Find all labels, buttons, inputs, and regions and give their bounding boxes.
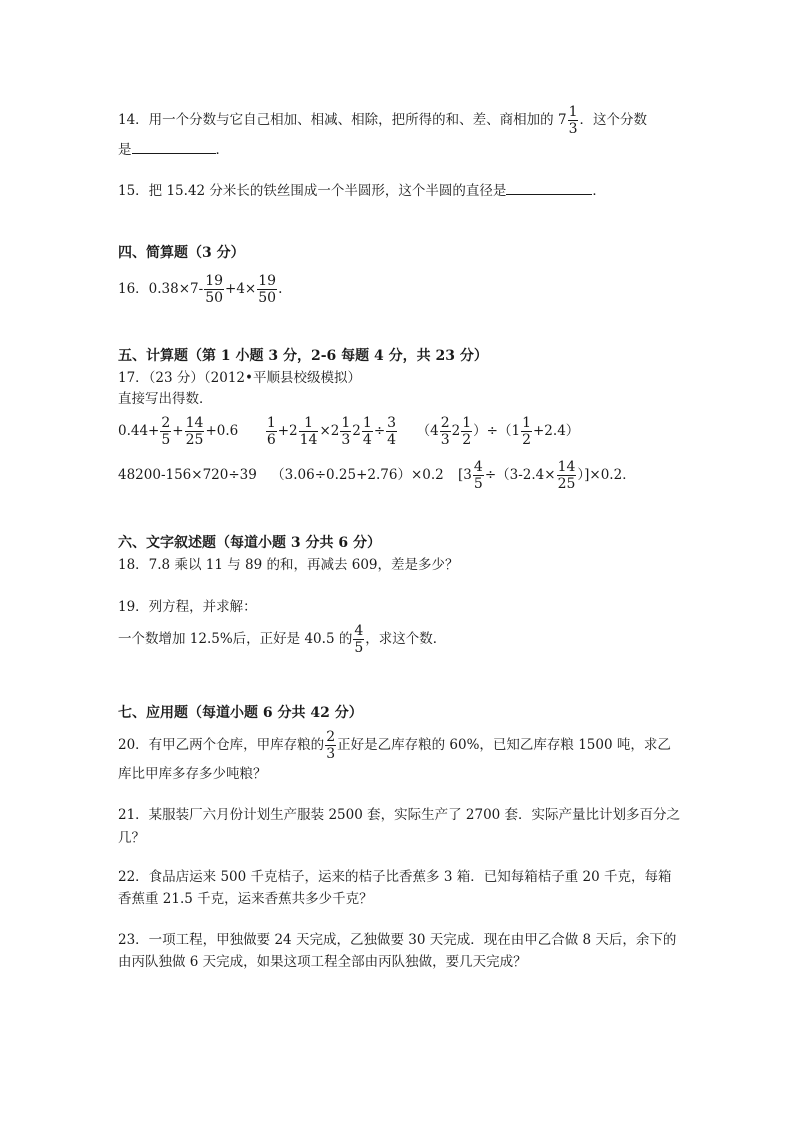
q16-fraction-2: $\frac{19}{50}$ xyxy=(258,273,277,306)
q21-line1: 21．某服装厂六月份计划生产服装 2500 套，实际生产了 2700 套．实际产量比计划多百分之 xyxy=(118,807,681,823)
expr-4: 48200-156×720÷39 xyxy=(118,467,257,483)
q20-fraction: $\frac{2}{3}$ xyxy=(326,729,336,762)
section-heading-4: 四、简算题（3 分） xyxy=(118,245,245,261)
q16-fraction-1: $\frac{19}{50}$ xyxy=(205,273,224,306)
q16: 16．0.38×7- $\frac{19}{50}$ +4× $\frac{19}{50}$ . xyxy=(118,273,283,306)
section-heading-5: 五、计算题（第 1 小题 3 分，2-6 每题 4 分，共 23 分） xyxy=(118,348,488,364)
q23-line1: 23．一项工程，甲独做要 24 天完成，乙独做要 30 天完成．现在由甲乙合做 8 天后，余下的 xyxy=(118,932,677,948)
q23-line2: 由丙队独做 6 天完成，如果这项工程全部由丙队独做，要几天完成？ xyxy=(118,954,527,970)
q14-tail: ．这个分数 xyxy=(579,112,647,128)
answer-blank[interactable] xyxy=(132,141,216,154)
q17-row-1 xyxy=(118,416,579,447)
q18: 18．7.8 乘以 11 与 89 的和，再减去 609，差是多少？ xyxy=(118,557,459,573)
expr-6: [3 $\frac{4}{5}$ ÷（3-2.4× $\frac{14}{25}$ ）]×0.2． xyxy=(458,459,636,492)
q17-title: 17．（23 分）（2012•平顺县校级模拟） xyxy=(118,370,361,386)
q22-line1: 22．食品店运来 500 千克桔子，运来的桔子比香蕉多 3 箱．已知每箱桔子重 20 千克，每箱 xyxy=(118,869,672,885)
expr-1: 0.44+ $\frac{2}{5}$ + $\frac{14}{25}$ +0.6 xyxy=(118,415,239,448)
expr-3: （4 $\frac{2}{3}$ 2 $\frac{1}{2}$ ）÷（1 $\frac{1}{2}$ +2.4） xyxy=(416,415,580,448)
answer-blank[interactable] xyxy=(506,182,592,195)
q14-fraction: $\frac{1}{3}$ xyxy=(568,104,578,137)
q17-row-2 xyxy=(118,460,636,491)
q15: 15．把 15.42 分米长的铁丝围成一个半圆形，这个半圆的直径是 ． xyxy=(118,183,606,199)
expr-5: （3.06÷0.25+2.76）×0.2 xyxy=(271,467,444,483)
q14-line1 xyxy=(118,105,647,136)
section-heading-6: 六、文字叙述题（每道小题 3 分共 6 分） xyxy=(118,535,381,551)
q19-body: 一个数增加 12.5%后，正好是 40.5 的 $\frac{4}{5}$ ，求这个数． xyxy=(118,623,447,656)
q19-fraction: $\frac{4}{5}$ xyxy=(354,623,364,656)
q14-text: 14．用一个分数与它自己相加、相减、相除，把所得的和、差、商相加的 7 xyxy=(118,112,567,128)
q19-title: 19．列方程，并求解： xyxy=(118,599,257,615)
q20-line1: 20．有甲乙两个仓库，甲库存粮的 $\frac{2}{3}$ 正好是乙库存粮的 60%，已知乙库存粮 1500 吨，求乙 xyxy=(118,729,671,762)
q17-instruction: 直接写出得数． xyxy=(118,391,213,407)
q21-line2: 几？ xyxy=(118,830,145,846)
q22-line2: 香蕉重 21.5 千克，运来香蕉共多少千克？ xyxy=(118,891,373,907)
q20-line2: 库比甲库多存多少吨粮？ xyxy=(118,766,267,782)
q14-line2: 是 ． xyxy=(118,142,229,158)
section-heading-7: 七、应用题（每道小题 6 分共 42 分） xyxy=(118,705,363,721)
expr-2: $\frac{1}{6}$ +2 $\frac{1}{14}$ ×2 $\frac{1}{3}$ 2 $\frac{1}{4}$ ÷ $\frac{3}{4}$ xyxy=(266,415,397,448)
